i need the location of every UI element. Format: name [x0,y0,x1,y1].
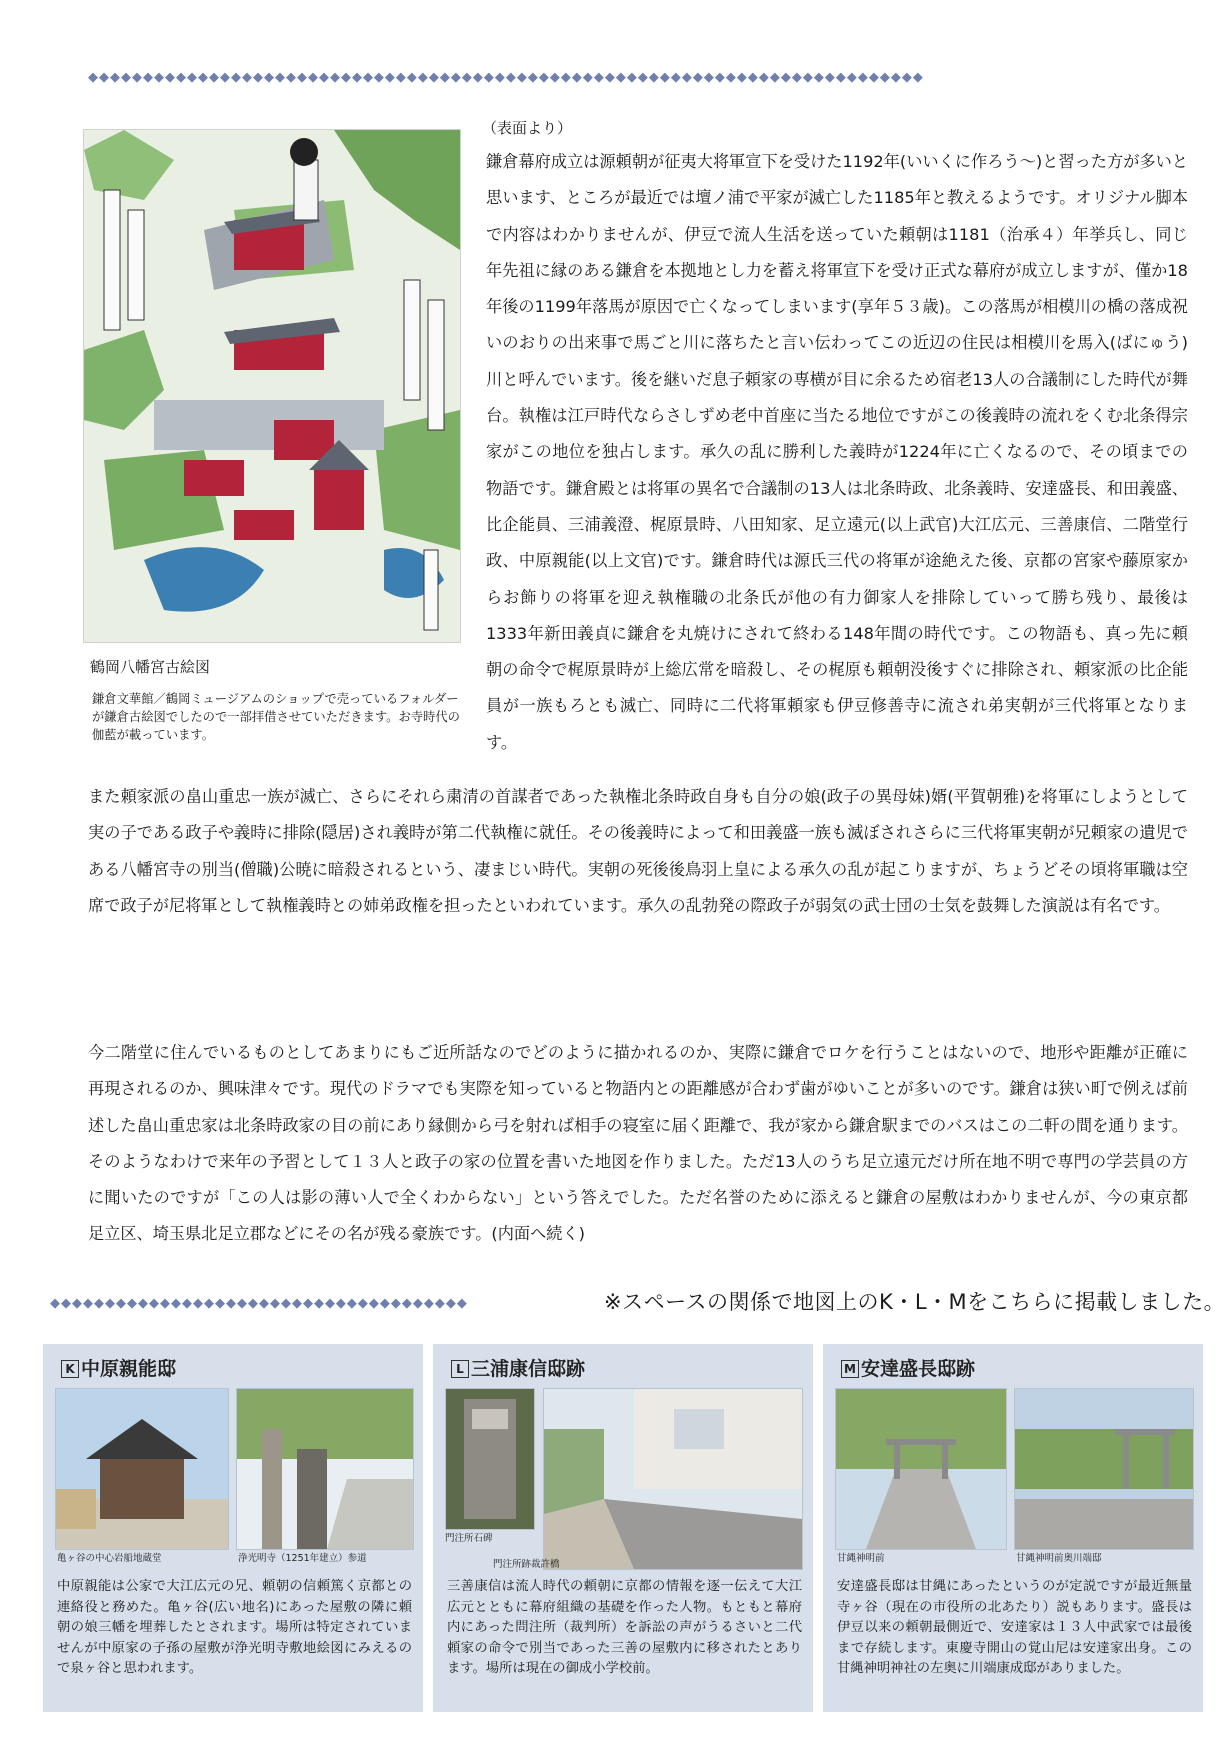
panel-k-text: 中原親能は公家で大江広元の兄、頼朝の信頼篤く京都との連絡役と務めた。亀ヶ谷(広い地名)にあった屋敷の隣に頼朝の娘三幡を埋葬したとされます。場所は特定されていませんが中原家の子孫の屋敷が浄光明寺敷地絵図にみえるので泉ヶ谷と思われます。 [57,1579,412,1676]
panel-m-photo1-caption: 甘縄神明前 [837,1553,885,1564]
map-drawing [84,130,460,642]
panel-m-title [841,1354,975,1381]
panel-l-photo1-caption: 門注所石碑 [445,1533,493,1544]
panel-m [823,1344,1203,1712]
tsurugaoka-hachimangu-map-illustration [83,129,461,643]
map-caption-title: 鶴岡八幡宮古絵図 [90,658,211,676]
panel-m-mark: M [841,1360,859,1378]
panel-m-title-text: 安達盛長邸跡 [861,1358,976,1380]
panel-l-text: 三善康信は流人時代の頼朝に京都の情報を逐一伝えて大江広元とともに幕府組織の基礎を作った人物。もともと幕府内にあった問注所（裁判所）を訴訟の声がうるさいと二代頼家の命令で別当であった三善の屋敷内に移されたとあります。場所は現在の御成小学校前。 [447,1579,802,1676]
panel-m-photo2-caption: 甘縄神明前奥川端邸 [1016,1553,1102,1564]
panel-k-photo1-drawing [56,1389,228,1549]
panel-l-photo2-drawing [544,1389,802,1569]
klm-note: ※スペースの関係で地図上のK・L・Mをこちらに掲載しました。 [604,1290,1226,1314]
panel-k-title-text: 中原親能邸 [81,1358,177,1380]
panel-k-photo1-caption: 亀ヶ谷の中心岩船地蔵堂 [57,1553,162,1564]
panel-m-photo-kawabata-residence [1014,1388,1194,1550]
panel-k-mark: K [61,1360,79,1378]
panel-k-photo-jizo-hall [55,1388,229,1550]
panel-k [43,1344,423,1712]
panel-k-title [61,1354,176,1381]
panel-l-title [451,1354,585,1381]
intro-label: （表面より） [482,119,573,137]
panel-m-text: 安達盛長邸は甘縄にあったというのが定説ですが最近無量寺ヶ谷（現在の市役所の北あたり）説もあります。盛長は伊豆以来の頼朝最側近で、安達家は１３人中武家では最後まで存続します。東慶寺開山の覚山尼は安達家出身。この甘縄神明神社の左奥に川端康成邸がありました。 [837,1579,1192,1676]
panel-l-mark: L [451,1360,469,1378]
panel-l-photo-stone-monument [445,1388,535,1530]
main-paragraph-upper: 鎌倉幕府成立は源頼朝が征夷大将軍宣下を受けた1192年(いいくに作ろう〜)と習った方が多いと思います、ところが最近では壇ノ浦で平家が滅亡した1185年と教えるようです。オリジナル脚本で内容はわかりませんが、伊豆で流人生活を送っていた頼朝は1181（治承４）年挙兵し、同じ年先祖に縁のある鎌倉を本拠地とし力を蓄え将軍宣下を受け正式な幕府が成立しますが、僅か18年後の1199年落馬が原因で亡くなってしまいます(享年５３歳)。この落馬が相模川の橋の落成祝いのおりの出来事で馬ごと川に落ちたと言い伝わってこの近辺の住民は相模川を馬入(ばにゅう)川と呼んでいます。後を継いだ息子頼家の専横が目に余るため宿老13人の合議制にした時代が舞台。執権は江戸時代ならさしずめ老中首座に当たる地位ですがこの後義時の流れをくむ北条得宗家がこの地位を独占します。承久の乱に勝利した義時が1224年に亡くなるので、その頃までの物語です。鎌倉殿とは将軍の異名で合議制の13人は北条時政、北条義時、安達盛長、和田義盛、比企能員、三浦義澄、梶原景時、八田知家、足立遠元(以上武官)大江広元、三善康信、二階堂行政、中原親能(以上文官)です。鎌倉時代は源氏三代の将軍が途絶えた後、京都の宮家や藤原家からお飾りの将軍を迎え執権職の北条氏が他の有力御家人を排除していって勝ち残り、最後は1333年新田義貞に鎌倉を丸焼けにされて終わる148年間の時代です。この物語も、真っ先に頼朝の命令で梶原景時が上総広常を暗殺し、その梶原も頼朝没後すぐに排除され、頼家派の比企能員が一族もろとも滅亡、同時に二代将軍頼家も伊豆修善寺に流され弟実朝が三代将軍となります。 [486,152,1188,752]
panel-l-title-text: 三浦康信邸跡 [471,1358,586,1380]
main-paragraph-lower: また頼家派の畠山重忠一族が滅亡、さらにそれら粛清の首謀者であった執権北条時政自身も自分の娘(政子の異母妹)婿(平賀朝雅)を将軍にしようとして実の子である政子や義時に排除(隠居)され義時が第二代執権に就任。その後義時によって和田義盛一族も滅ぼされさらに三代将軍実朝が兄頼家の遺児である八幡宮寺の別当(僧職)公暁に暗殺されるという、凄まじい時代。実朝の死後後鳥羽上皇による承久の乱が起こりますが、ちょうどその頃将軍職は空席で政子が尼将軍として執権義時との姉弟政権を担ったといわれています。承久の乱勃発の際政子が弱気の武士団の士気を鼓舞した演説は有名です。 [88,787,1188,915]
panel-m-photo1-drawing [836,1389,1006,1549]
panel-l-photo2-caption: 門注所跡裁許橋 [493,1559,560,1570]
top-diamond-divider: ◆◆◆◆◆◆◆◆◆◆◆◆◆◆◆◆◆◆◆◆◆◆◆◆◆◆◆◆◆◆◆◆◆◆◆◆◆◆◆◆◆◆◆◆◆◆◆◆◆◆◆◆◆◆◆◆◆◆◆◆◆◆◆◆◆◆◆◆◆◆◆◆◆◆◆◆ [88,70,924,85]
panel-l-photo1-drawing [446,1389,534,1529]
panel-k-photo2-caption: 浄光明寺（1251年建立）参道 [238,1553,367,1564]
bottom-diamond-divider: ◆◆◆◆◆◆◆◆◆◆◆◆◆◆◆◆◆◆◆◆◆◆◆◆◆◆◆◆◆◆◆◆◆◆◆◆◆◆ [50,1296,468,1311]
panel-k-photo2-drawing [237,1389,413,1549]
map-caption-body: 鎌倉文華館／鶴岡ミュージアムのショップで売っているフォルダーが鎌倉古絵図でしたので一部拝借させていただきます。お寺時代の伽藍が載っています。 [92,692,460,742]
panel-m-photo-shrine-front [835,1388,1007,1550]
panel-m-photo2-drawing [1015,1389,1193,1549]
panel-l [433,1344,813,1712]
second-paragraph: 今二階堂に住んでいるものとしてあまりにもご近所話なのでどのように描かれるのか、実際に鎌倉でロケを行うことはないので、地形や距離が正確に再現されるのか、興味津々です。現代のドラマでも実際を知っていると物語内との距離感が合わず歯がゆいことが多いのです。鎌倉は狭い町で例えば前述した畠山重忠家は北条時政家の目の前にあり縁側から弓を射れば相手の寝室に届く距離で、我が家から鎌倉駅までのバスはこの二軒の間を通ります。そのようなわけで来年の予習として１３人と政子の家の位置を書いた地図を作りました。ただ13人のうち足立遠元だけ所在地不明で専門の学芸員の方に聞いたのですが「この人は影の薄い人で全くわからない」という答えでした。ただ名誉のために添えると鎌倉の屋敷はわかりませんが、今の東京都足立区、埼玉県北足立郡などにその名が残る豪族です。(内面へ続く) [88,1043,1188,1244]
panel-l-photo-street [543,1388,803,1570]
panel-k-photo-approach [236,1388,414,1550]
